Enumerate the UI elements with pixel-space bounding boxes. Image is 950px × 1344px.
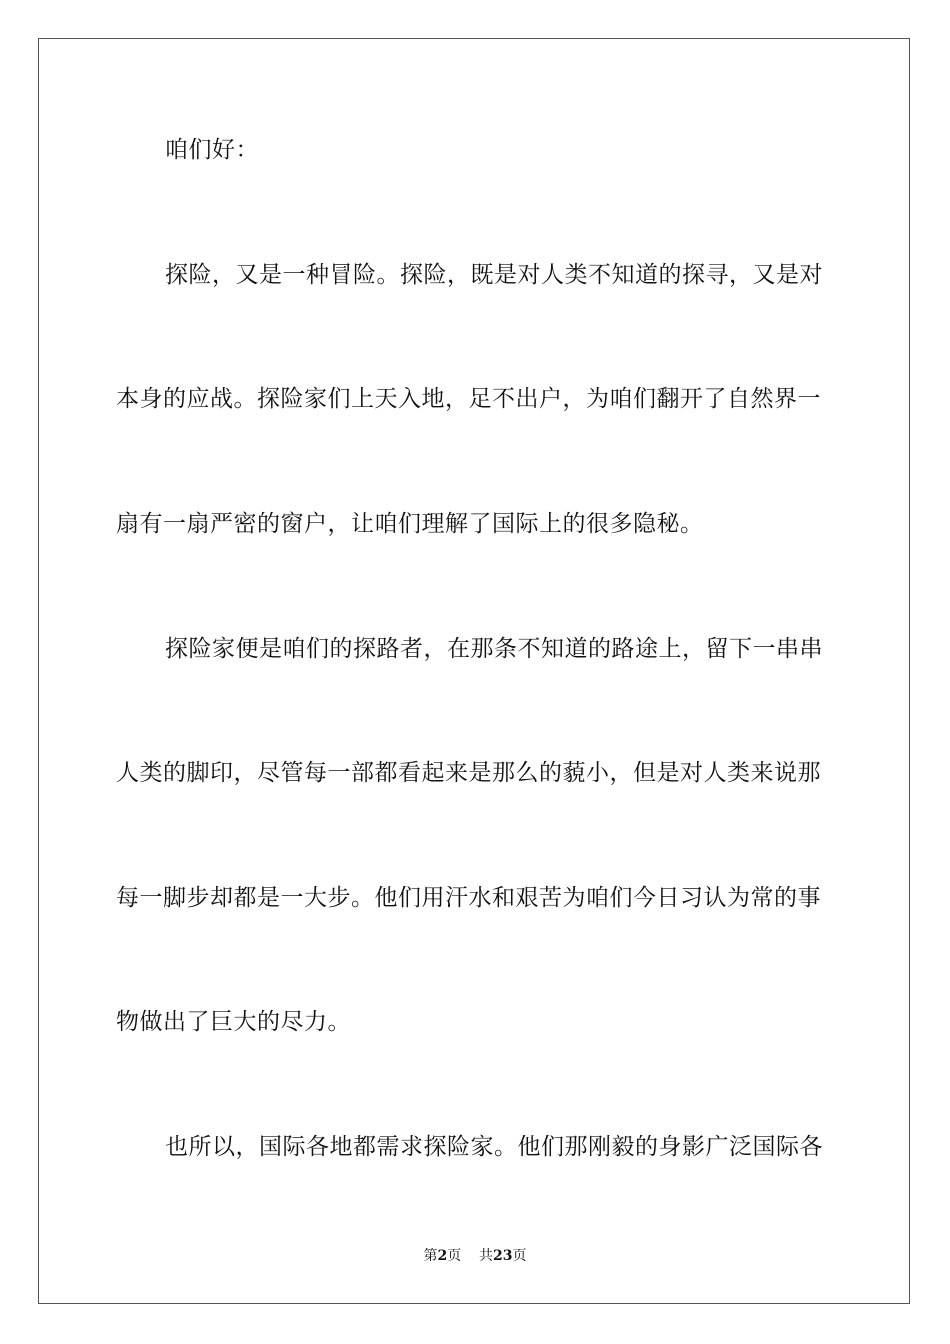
total-suffix: 页 [512,1248,527,1264]
paragraph-2-line-2: 人类的脚印，尽管每一部都看起来是那么的藐小，但是对人类来说那 [116,760,821,786]
total-pages: 23 [493,1248,513,1264]
paragraph-1-line-2: 本身的应战。探险家们上天入地，足不出户，为咱们翻开了自然界一 [116,386,821,412]
paragraph-1-line-1: 探险，又是一种冒险。探险，既是对人类不知道的探寻，又是对 [165,262,823,288]
page-prefix: 第 [423,1248,438,1264]
page-footer [0,1247,950,1265]
total-prefix: 共 [479,1248,494,1264]
salutation-line: 咱们好： [165,137,259,163]
paragraph-2-line-1: 探险家便是咱们的探路者，在那条不知道的路途上，留下一串串 [165,636,823,662]
paragraph-2-line-4: 物做出了巨大的尽力。 [116,1009,351,1035]
page-number: 2 [437,1248,448,1264]
page-suffix: 页 [447,1248,462,1264]
paragraph-3-line-1: 也所以，国际各地都需求探险家。他们那刚毅的身影广泛国际各 [165,1134,823,1160]
page-border [38,38,910,1304]
paragraph-2-line-3: 每一脚步却都是一大步。他们用汗水和艰苦为咱们今日习认为常的事 [116,885,821,911]
paragraph-1-line-3: 扇有一扇严密的窗户，让咱们理解了国际上的很多隐秘。 [116,511,704,537]
